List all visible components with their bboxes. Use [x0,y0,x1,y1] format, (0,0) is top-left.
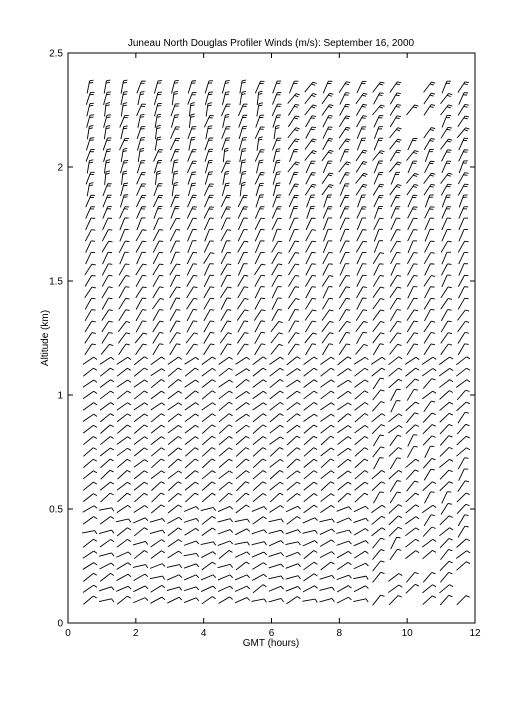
wind-barb-flag [362,118,366,119]
wind-barb-flag [278,310,282,311]
wind-barb-flag [142,310,146,311]
wind-barb-flag [295,287,299,288]
wind-barb-flag [312,230,316,231]
wind-barb-flag [124,126,128,127]
wind-barb-flag [159,275,163,276]
wind-barb-flag [311,118,315,119]
wind-barb-flag [176,218,180,219]
wind-barb-flag [397,310,401,311]
wind-barb-flag [142,275,146,276]
wind-barb-flag [225,114,229,115]
wind-barb-flag [328,141,332,142]
wind-barb-flag [108,298,112,299]
wind-barb-flag [329,138,333,139]
wind-barb-flag [244,321,248,322]
wind-barb-flag [363,287,367,288]
wind-barb-flag [447,186,451,187]
wind-barb-flag [125,287,129,288]
wind-barb-flag [363,332,367,333]
wind-barb-flag [92,298,96,299]
wind-barb-flag [397,93,401,94]
wind-barb-flag [363,116,367,117]
x-tick-label: 4 [200,628,207,639]
wind-barb-flag [242,174,246,175]
wind-barb-flag [380,492,384,493]
wind-barb-flag [278,241,282,242]
wind-barb-flag [108,275,112,276]
wind-barb-flag [414,253,418,254]
wind-barb-flag [210,298,214,299]
wind-barb-flag [448,264,452,265]
wind-barb-flag [191,139,195,140]
wind-barb-flag [465,241,469,242]
wind-barb-flag [227,230,231,231]
wind-barb-flag [210,310,214,311]
x-tick-label: 2 [133,628,139,639]
wind-barb-flag [414,446,418,447]
wind-barb-flag [465,515,469,516]
wind-barb-flag [92,310,96,311]
wind-barb-flag [396,95,400,96]
wind-barb-flag [142,241,146,242]
wind-barb-flag [140,117,144,118]
wind-barb-flag [397,241,401,242]
wind-barb-flag [191,137,195,138]
wind-barb-flag [259,162,263,163]
y-tick-label: 2 [57,162,63,174]
x-tick-label: 0 [65,628,71,639]
y-tick-label: 0 [57,618,63,630]
wind-barb-flag [210,287,214,288]
wind-barb-flag [311,129,315,130]
wind-barb-flag [244,287,248,288]
wind-barb-flag [261,321,265,322]
chart-title: Juneau North Douglas Profiler Winds (m/s): September 16, 2000 [127,38,415,49]
wind-barb-flag [465,173,469,174]
wind-barb-flag [465,344,469,345]
y-tick-label: 2.5 [49,48,63,60]
wind-barb-flag [123,128,127,129]
wind-barb-flag [261,275,265,276]
wind-barb-flag [208,126,212,127]
wind-barb-flag [295,309,299,310]
wind-barb-flag [278,275,282,276]
y-axis-label: Altitude (km) [40,309,51,367]
wind-barb-flag [176,310,180,311]
wind-barb-flag [123,94,127,95]
wind-barb-flag [465,458,469,459]
wind-barb-flag [142,321,146,322]
wind-barb-flag [140,94,144,95]
wind-barb-flag [312,127,316,128]
wind-barb-flag [463,186,467,187]
y-tick-label: 1 [57,390,63,402]
wind-barb-flag [193,321,197,322]
wind-barb-flag [414,298,418,299]
x-tick-label: 8 [336,628,343,639]
x-tick-label: 12 [469,628,481,639]
wind-barb-flag [463,175,467,176]
wind-barb-flag [346,104,350,105]
y-tick-label: 0.5 [49,504,63,516]
wind-barb-flag [295,321,299,322]
wind-barb-flag [261,332,265,333]
wind-barb-flag [142,230,146,231]
wind-barb-flag [208,128,212,129]
wind-barb-flag [278,253,282,254]
wind-barb-flag [312,287,316,288]
x-tick-label: 10 [401,628,413,639]
wind-barb-flag [244,275,248,276]
x-tick-label: 6 [268,628,275,639]
wind-barb-flag [141,92,145,93]
wind-barb-flag [465,298,469,299]
wind-barb-flag [448,184,452,185]
wind-barb-flag [227,264,231,265]
wind-barb-flag [312,241,316,242]
y-tick-label: 1.5 [49,276,63,288]
wind-barb-flag [345,106,349,107]
wind-barb-flag [295,241,299,242]
x-axis-label: GMT (hours) [242,638,300,649]
wind-barb-flag [125,264,129,265]
wind-barb-flag [448,310,452,311]
wind-barb-flag [259,160,263,161]
wind-barb-flag [210,321,214,322]
wind-barb-flag [176,321,180,322]
wind-barb-flag [142,298,146,299]
wind-barb-flag [431,309,435,310]
wind-barb-flag [242,171,246,172]
wind-barb-flag [159,310,163,311]
wind-barb-flag [465,184,469,185]
wind-barb-flag [124,92,128,93]
wind-barb-flag [225,117,229,118]
wind-barb-flag [312,116,316,117]
wind-barb-flag [261,298,265,299]
wind-barb-flag [431,253,435,254]
wind-barb-flag [141,114,145,115]
wind-barb-flag [278,264,282,265]
